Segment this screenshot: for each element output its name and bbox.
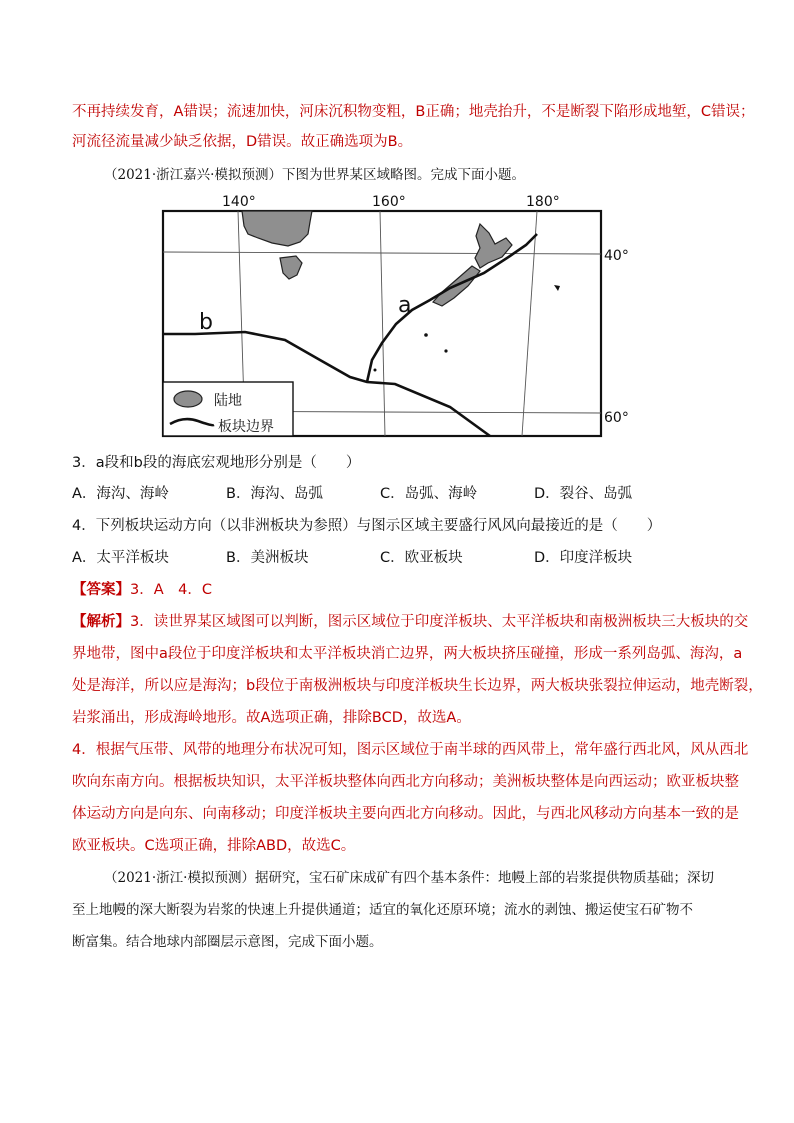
q4-option-c[interactable]: C．欧亚板块 (380, 550, 463, 566)
question-intro-1: （2021·浙江嘉兴·模拟预测）下图为世界某区域略图。完成下面小题。 (104, 167, 525, 183)
answer-text: 3．A 4．C (130, 582, 212, 598)
lat-label-60: 60° (604, 410, 629, 426)
analysis-q4-line-3: 体运动方向是向东、向南移动；印度洋板块主要向西北方向移动。因此，与西北风移动方向基本一致的是 (72, 806, 739, 822)
island-3 (374, 369, 377, 372)
world-region-map (150, 188, 640, 438)
analysis-continued-line-2: 河流径流量减少缺乏依据，D错误。故正确选项为B。 (72, 134, 413, 150)
answer-tag: 【答案】 (72, 582, 130, 598)
q3-option-a[interactable]: A．海沟、海岭 (72, 486, 169, 502)
analysis-q4-line-2: 吹向东南方向。根据板块知识，太平洋板块整体向西北方向移动；美洲板块整体是向西运动；欧亚板块整 (72, 774, 739, 790)
island-2 (444, 349, 447, 352)
label-b: b (199, 310, 213, 335)
island-1 (424, 333, 428, 337)
q3-option-d[interactable]: D．裂谷、岛弧 (534, 486, 633, 502)
map-legend (163, 382, 293, 436)
q4-option-b[interactable]: B．美洲板块 (226, 550, 309, 566)
analysis-q4-line-4: 欧亚板块。C选项正确，排除ABD，故选C。 (72, 838, 356, 854)
lon-label-180: 180° (526, 194, 560, 210)
question-intro-2-line-3: 断富集。结合地球内部圈层示意图，完成下面小题。 (72, 934, 383, 950)
legend-land-swatch (174, 391, 202, 407)
question-intro-2-line-2: 至上地幔的深大断裂为岩浆的快速上升提供通道；适宜的氧化还原环境；流水的剥蚀、搬运使宝石矿物不 (72, 902, 693, 918)
lon-label-140: 140° (222, 194, 256, 210)
label-a: a (398, 293, 412, 318)
analysis-continued-line-1: 不再持续发育，A错误；流速加快，河床沉积物变粗，B正确；地壳抬升，不是断裂下陷形成地堑，C错误； (72, 104, 755, 120)
analysis-q3-text-1: 3．读世界某区域图可以判断，图示区域位于印度洋板块、太平洋板块和南极洲板块三大板块的交 (130, 614, 749, 630)
question-intro-2-line-1: （2021·浙江·模拟预测）据研究，宝石矿床成矿有四个基本条件：地幔上部的岩浆提供物质基础；深切 (104, 870, 714, 886)
lat-label-40: 40° (604, 248, 629, 264)
q4-option-d[interactable]: D．印度洋板块 (534, 550, 633, 566)
analysis-q3-line-1 (72, 610, 748, 631)
analysis-q4-line-1: 4．根据气压带、风带的地理分布状况可知，图示区域位于南半球的西风带上，常年盛行西北风，风从西北 (72, 742, 749, 758)
analysis-q3-line-4: 岩浆涌出，形成海岭地形。故A选项正确，排除BCD，故选A。 (72, 710, 471, 726)
question-3-stem: 3．a段和b段的海底宏观地形分别是（ ） (72, 455, 361, 471)
legend-boundary-label: 板块边界 (218, 419, 274, 435)
q4-option-a[interactable]: A．太平洋板块 (72, 550, 169, 566)
lon-label-160: 160° (372, 194, 406, 210)
analysis-tag: 【解析】 (72, 614, 130, 630)
answer-line (72, 578, 212, 599)
legend-land-label: 陆地 (214, 393, 242, 409)
analysis-q3-line-3: 处是海洋，所以应是海沟；b段位于南极洲板块与印度洋板块生长边界，两大板块张裂拉伸运动，地壳断裂， (72, 678, 763, 694)
question-4-stem: 4．下列板块运动方向（以非洲板块为参照）与图示区域主要盛行风风向最接近的是（ ） (72, 518, 662, 534)
analysis-q3-line-2: 界地带，图中a段位于印度洋板块和太平洋板块消亡边界，两大板块挤压碰撞，形成一系列岛弧、海沟，a (72, 646, 743, 662)
q3-option-c[interactable]: C．岛弧、海岭 (380, 486, 478, 502)
q3-option-b[interactable]: B．海沟、岛弧 (226, 486, 323, 502)
